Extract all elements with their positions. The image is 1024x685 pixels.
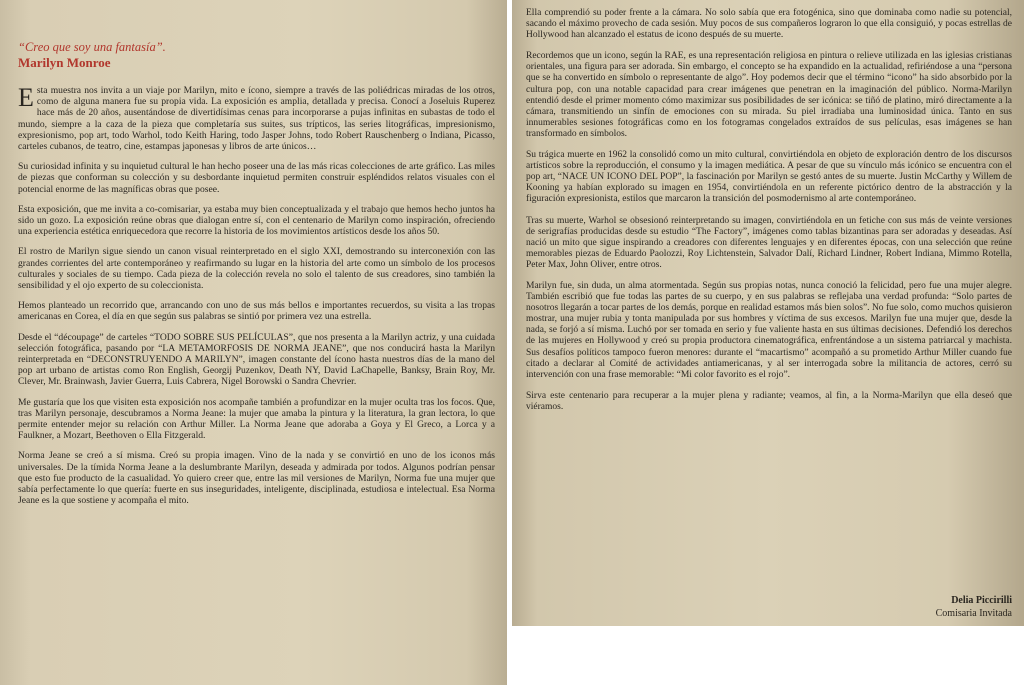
paragraph-11: Su trágica muerte en 1962 la consolidó como un mito cultural, convirtiéndola en objeto de exploración dentro de los discursos artísticos sobre la reproducción, el consumo y la imagen mediática. A pesar de que su vínculo más icónico se encuentra con el pop art, “NACE UN ICONO DEL POP”, la fascinación por Marilyn se gestó antes de su muerte. Justin McCarthy y Willem de Kooning ya habían explorado su imagen en 1954, convirtiéndola en un referente pictórico dentro de la abstracción y la figuración expresionista, estilos que marcaron la transición del posmodernismo al arte contemporáneo. [526, 150, 1012, 205]
paragraph-10: Recordemos que un icono, según la RAE, es una representación religiosa en pintura o relieve utilizada en las iglesias cristianas orientales, una figura para ser adorada. Sin embargo, el concepto se ha expandido en la actualidad, refiriéndose a una “persona que se ha convertido en símbolo o representante de algo”. Hoy podemos decir que el término “icono” ha sido absorbido por la cultura pop, con una notable capacidad para crear imágenes que penetran en la imaginación del público. Norma-Marilyn entendió desde el primer momento cómo maximizar sus posibilidades de ser icónica: se tiñó de platino, miró directamente a la cámara, transmitiendo un sinfín de emociones con su mirada. Su piel irradiaba una luminosidad única. Tanto en sus innumerables sesiones fotográficas como en los fotogramas congelados extraídos de sus películas, esas imágenes se han transformado en símbolos. [526, 51, 1012, 139]
paragraph-13: Marilyn fue, sin duda, un alma atormentada. Según sus propias notas, nunca conoció la felicidad, pero fue una mujer alegre. También escribió que fue todas las partes de su cuerpo, y en sus palabras se reflejaba una verdad profunda: “Solo partes de nosotros llegarán a tocar partes de los demás, porque en realidad estamos más bien solos”. No fue solo, como muchos quisieron mostrar, una mujer rubia y tonta manipulada por sus hombres y víctima de sus excesos. Marilyn fue una mujer que, desde la nada, se forjó a sí misma. Luchó por ser tomada en serio y fue valiente hasta en sus últimas decisiones. Defendió los derechos de las mujeres en Hollywood y creó su propia productora cinematográfica, enfrentándose a un sistema patriarcal y machista. Sus desafíos políticos tampoco fueron menores: durante el “macartismo” acompañó a su prometido Arthur Miller cuando fue citado a declarar al Comité de actividades antiamericanas, y al ser interrogada sobre la militancia de actores, cerró su intervención con una frase memorable: “Mi color favorito es el rojo”. [526, 280, 1012, 380]
paragraph-6: Desde el “découpage” de carteles “TODO SOBRE SUS PELÍCULAS”, que nos presenta a la Marilyn actriz, y una cuidada selección fotográfica, pasando por “LA METAMORFOSIS DE NORMA JEANE”, que nos conducirá hasta la Marilyn reinterpretada en “DECONSTRUYENDO A MARILYN”, imagen constante del ícono hasta nuestros días de la mano del pop art urbano de artistas como Ron English, Georgij Puzenkov, Death NY, David LaChapelle, Banksy, Brain Roy, Mr. Clever, Mr. Brainwash, Javier Guerra, Luis Cabrera, Nigel Borowski o Sandra Chevrier. [18, 331, 495, 388]
epigraph-author: Marilyn Monroe [18, 55, 111, 70]
paragraph-3: Esta exposición, que me invita a co-comisariar, ya estaba muy bien conceptualizada y el trabajo que hemos hecho juntos ha sido un gozo. La exposición reúne obras que dialogan entre sí, con el centenario de Marilyn como inspiración, ofreciendo una experiencia estética enriquecedora que recorre la historia de los movimientos artísticos desde los años 50. [18, 203, 495, 238]
right-page [512, 0, 1024, 626]
left-page [0, 0, 507, 685]
signature-name: Delia Piccirilli [951, 595, 1012, 606]
paragraph-8: Norma Jeane se creó a sí misma. Creó su propia imagen. Vino de la nada y se convirtió en uno de los iconos más universales. De la tímida Norma Jeane a la deslumbrante Marilyn, deseada y admirada por todos. Algunos podrían pensar que esto fue producto de la casualidad. Yo quiero creer que, entre las mil versiones de Marilyn, Norma fue una mujer que sabía perfectamente lo que quería: fuerte en sus inseguridades, inteligente, disciplinada, estudiosa e intelectual. Esa Norma Jeane es la que sostiene y acompaña el mito. [18, 450, 495, 507]
paragraph-7: Me gustaría que los que visiten esta exposición nos acompañe también a profundizar en la mujer oculta tras los focos. Que, tras Marilyn personaje, descubramos a Norma Jeane: la mujer que amaba la pintura y la literatura, la gran lectora, lo que permite entender mejor su relación con Arthur Miller. La Norma Jeane que adoraba a Goya y El Greco, a Lorca y a Faulkner, a Mozart, Beethoven o Ella Fitzgerald. [18, 396, 495, 442]
epigraph-quote: “Creo que soy una fantasía”. [18, 40, 166, 54]
paragraph-4: El rostro de Marilyn sigue siendo un canon visual reinterpretado en el siglo XXI, demostrando su interconexión con las grandes corrientes del arte contemporáneo y reafirmando su lugar en la historia del arte como un símbolo de los procesos culturales y sociales de su tiempo. Cada pieza de la colección revela no solo el talento de sus creadores, sino también la sensibilidad y el ojo experto de su coleccionista. [18, 246, 495, 292]
signature-block [936, 594, 1012, 620]
paragraph-5: Hemos planteado un recorrido que, arrancando con uno de sus más bellos e importantes recuerdos, su visita a las tropas americanas en Corea, el día en que según sus palabras se sintió por primera vez una estrella. [18, 300, 495, 323]
paragraph-1-text: sta muestra nos invita a un viaje por Marilyn, mito e ícono, siempre a través de las poliédricas miradas de los otros, como de alguna manera fue su propia vida. La exposición es amplia, detallada y precisa. Conocí a Joseluis Ruperez hace más de 20 años, ausentándose de divertidísimas cenas para incorporarse a pujas infinitas en subastas de todo el mundo, siempre a la caza de la pieza que completaría sus suites, sus trípticos, las series litográficas, impresionismo, expresionismo, pop art, todo Warhol, todo Keith Haring, todo Jasper Johns, todo Robert Rauschenberg o Indiana, Picasso, carteles cubanos, de teatro, cine, estampas japonesas y libros de arte únicos… [18, 85, 495, 153]
paragraph-12: Tras su muerte, Warhol se obsesionó reinterpretando su imagen, convirtiéndola en un fetiche con sus más de veinte versiones de serigrafías producidas desde su estudio “The Factory”, imágenes como tablas bizantinas para ser adoradas y deseadas. Así nació un mito que sigue inspirando a creadores con diferentes lenguajes y en diferentes épocas, con una selección que reúne memorables piezas de Eduardo Paolozzi, Roy Lichtenstein, Salvador Dalí, Richard Lindner, Robert Indiana, Mimmo Rotella, Peter Max, John Oliver, entre otros. [526, 215, 1012, 270]
signature-role: Comisaria Invitada [935, 608, 1012, 619]
paragraph-9: Ella comprendió su poder frente a la cámara. No solo sabía que era fotogénica, sino que dominaba como nadie su potencial, sacando el máximo provecho de cada sesión. Muy pocos de sus compañeros lograron lo que ella consiguió, y pocas estrellas de Hollywood han alcanzado el estatus de icono después de su muerte. [526, 8, 1012, 41]
paragraph-2: Su curiosidad infinita y su inquietud cultural le han hecho poseer una de las más ricas colecciones de arte gráfico. Las miles de piezas que conforman su colección y su desbordante inquietud permiten construir espléndidos relatos visuales con el potencial enorme de las magníficas obras que posee. [18, 161, 495, 195]
drop-cap: E [18, 83, 34, 112]
paragraph-14: Sirva este centenario para recuperar a la mujer plena y radiante; veamos, al fin, a la Norma-Marilyn que ella deseó que viéramos. [526, 390, 1012, 412]
paragraph-1 [18, 85, 495, 152]
